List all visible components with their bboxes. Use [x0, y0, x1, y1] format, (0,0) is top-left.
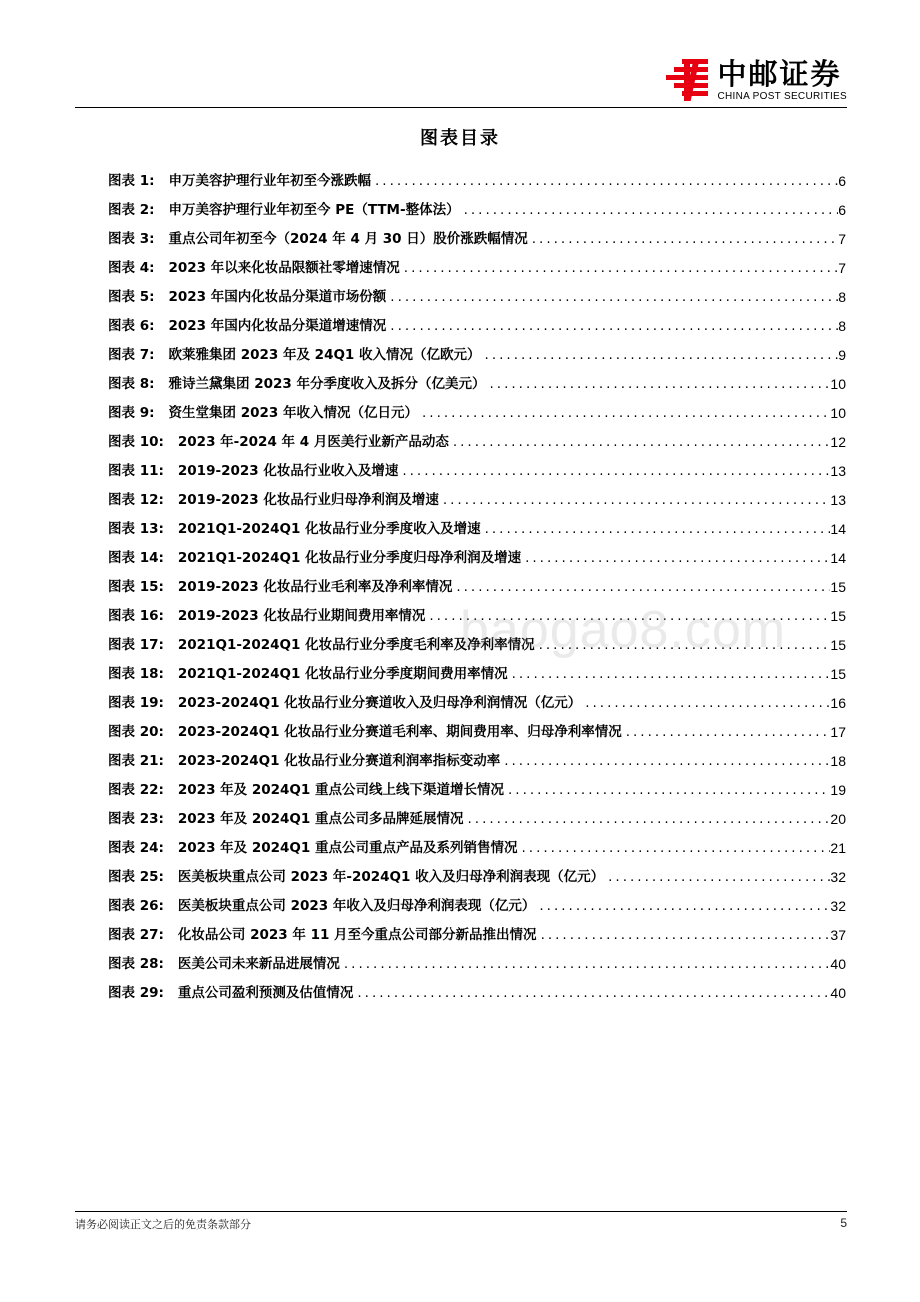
toc-dot-leader	[521, 549, 830, 567]
toc-dot-leader	[622, 723, 831, 741]
toc-entry-page: 8	[838, 289, 846, 305]
toc-entry[interactable]	[108, 281, 846, 310]
toc-entry-label: 图表 18:	[108, 666, 164, 682]
toc-entry-page: 40	[830, 985, 846, 1001]
toc-entry-label: 图表 28:	[108, 956, 164, 972]
toc-entry[interactable]	[108, 687, 846, 716]
toc-entry-page: 15	[830, 608, 846, 624]
toc-entry-page: 15	[830, 579, 846, 595]
toc-dot-leader	[485, 375, 830, 393]
toc-dot-leader	[581, 694, 830, 712]
toc-entry-title: 2023-2024Q1 化妆品行业分赛道毛利率、期间费用率、归母净利率情况	[177, 724, 622, 740]
toc-entry-page: 18	[830, 753, 846, 769]
toc-dot-leader	[537, 926, 831, 944]
toc-entry-label: 图表 19:	[108, 695, 164, 711]
toc-entry-title: 医美公司未来新品进展情况	[177, 956, 340, 972]
toc-entry-title: 2021Q1-2024Q1 化妆品行业分季度毛利率及净利率情况	[177, 637, 535, 653]
toc-entry-title: 2023-2024Q1 化妆品行业分赛道收入及归母净利润情况（亿元）	[177, 695, 582, 711]
toc-entry-page: 15	[830, 637, 846, 653]
toc-entry-label: 图表 3:	[108, 231, 155, 247]
toc-entry-title: 资生堂集团 2023 年收入情况（亿日元）	[168, 405, 418, 421]
toc-entry-page: 6	[838, 202, 846, 218]
toc-entry-page: 12	[830, 434, 846, 450]
toc-entry-title: 2019-2023 化妆品行业收入及增速	[177, 463, 399, 479]
toc-dot-leader	[481, 520, 831, 538]
watermark: baogao8.com	[460, 601, 787, 659]
toc-entry[interactable]	[108, 977, 846, 1006]
footer-disclaimer: 请务必阅读正文之后的免责条款部分	[75, 1218, 251, 1231]
toc-entry-title: 重点公司盈利预测及估值情况	[177, 985, 354, 1001]
toc-entry[interactable]	[108, 484, 846, 513]
toc-entry[interactable]	[108, 658, 846, 687]
toc-dot-leader	[340, 955, 831, 973]
footer-divider	[75, 1211, 847, 1212]
toc-entry-page: 21	[830, 840, 846, 856]
toc-entry[interactable]	[108, 861, 846, 890]
toc-entry-page: 40	[830, 956, 846, 972]
toc-entry-label: 图表 21:	[108, 753, 164, 769]
toc-dot-leader	[371, 172, 838, 190]
toc-entry[interactable]	[108, 310, 846, 339]
toc-entry-title: 2021Q1-2024Q1 化妆品行业分季度期间费用率情况	[177, 666, 508, 682]
toc-entry-page: 20	[830, 811, 846, 827]
toc-dot-leader	[386, 288, 838, 306]
toc-entry-page: 15	[830, 666, 846, 682]
toc-entry-title: 雅诗兰黛集团 2023 年分季度收入及拆分（亿美元）	[168, 376, 486, 392]
toc-entry-title: 2021Q1-2024Q1 化妆品行业分季度归母净利润及增速	[177, 550, 522, 566]
toc-entry[interactable]	[108, 397, 846, 426]
toc-entry-page: 6	[838, 173, 846, 189]
logo-english-name: CHINA POST SECURITIES	[717, 90, 847, 102]
toc-entry[interactable]	[108, 832, 846, 861]
toc-entry-label: 图表 25:	[108, 869, 164, 885]
toc-entry-page: 17	[830, 724, 846, 740]
toc-entry-page: 32	[830, 869, 846, 885]
toc-entry-label: 图表 10:	[108, 434, 164, 450]
toc-entry-label: 图表 2:	[108, 202, 155, 218]
toc-dot-leader	[500, 752, 830, 770]
toc-entry-label: 图表 23:	[108, 811, 164, 827]
toc-entry-label: 图表 6:	[108, 318, 155, 334]
toc-entry-label: 图表 5:	[108, 289, 155, 305]
page-header	[75, 50, 847, 108]
toc-entry[interactable]	[108, 513, 846, 542]
header-divider	[75, 107, 847, 108]
toc-dot-leader	[464, 810, 831, 828]
toc-entry-page: 7	[838, 231, 846, 247]
toc-entry-label: 图表 12:	[108, 492, 164, 508]
toc-entry-label: 图表 22:	[108, 782, 164, 798]
toc-entry[interactable]	[108, 223, 846, 252]
toc-entry[interactable]	[108, 948, 846, 977]
toc-entry[interactable]	[108, 426, 846, 455]
toc-entry-label: 图表 20:	[108, 724, 164, 740]
toc-entry[interactable]	[108, 368, 846, 397]
toc-entry[interactable]	[108, 339, 846, 368]
toc-entry-label: 图表 17:	[108, 637, 164, 653]
toc-entry-label: 图表 14:	[108, 550, 164, 566]
toc-entry-label: 图表 27:	[108, 927, 164, 943]
table-of-figures	[108, 165, 846, 1006]
toc-entry-page: 13	[830, 492, 846, 508]
toc-dot-leader	[460, 201, 839, 219]
toc-entry-page: 7	[838, 260, 846, 276]
toc-entry-label: 图表 29:	[108, 985, 164, 1001]
toc-entry[interactable]	[108, 194, 846, 223]
toc-entry-title: 2023 年国内化妆品分渠道市场份额	[168, 289, 387, 305]
toc-entry-title: 重点公司年初至今（2024 年 4 月 30 日）股价涨跌幅情况	[168, 231, 528, 247]
toc-entry-title: 医美板块重点公司 2023 年-2024Q1 收入及归母净利润表现（亿元）	[177, 869, 605, 885]
toc-entry-page: 32	[830, 898, 846, 914]
toc-entry[interactable]	[108, 542, 846, 571]
toc-entry-title: 医美板块重点公司 2023 年收入及归母净利润表现（亿元）	[177, 898, 536, 914]
toc-entry[interactable]	[108, 890, 846, 919]
toc-entry-title: 2021Q1-2024Q1 化妆品行业分季度收入及增速	[177, 521, 481, 537]
toc-entry[interactable]	[108, 919, 846, 948]
toc-entry-label: 图表 1:	[108, 173, 155, 189]
toc-entry[interactable]	[108, 165, 846, 194]
toc-entry-title: 2019-2023 化妆品行业归母净利润及增速	[177, 492, 439, 508]
toc-entry-label: 图表 9:	[108, 405, 155, 421]
toc-dot-leader	[386, 317, 838, 335]
toc-dot-leader	[439, 491, 831, 509]
toc-entry-label: 图表 11:	[108, 463, 164, 479]
toc-dot-leader	[504, 781, 830, 799]
toc-entry-title: 2023 年及 2024Q1 重点公司多品牌延展情况	[177, 811, 464, 827]
toc-entry-label: 图表 4:	[108, 260, 155, 276]
toc-entry-label: 图表 8:	[108, 376, 155, 392]
toc-dot-leader	[481, 346, 839, 364]
toc-dot-leader	[418, 404, 830, 422]
toc-entry-title: 2023-2024Q1 化妆品行业分赛道利润率指标变动率	[177, 753, 501, 769]
toc-entry-title: 2019-2023 化妆品行业期间费用率情况	[177, 608, 426, 624]
toc-entry-page: 19	[830, 782, 846, 798]
toc-dot-leader	[398, 462, 830, 480]
toc-entry-label: 图表 26:	[108, 898, 164, 914]
toc-dot-leader	[508, 665, 831, 683]
toc-entry-title: 2023 年以来化妆品限额社零增速情况	[168, 260, 400, 276]
toc-entry-page: 10	[830, 376, 846, 392]
toc-dot-leader	[528, 230, 838, 248]
toc-dot-leader	[400, 259, 838, 277]
toc-entry-page: 37	[830, 927, 846, 943]
toc-entry[interactable]	[108, 774, 846, 803]
toc-dot-leader	[449, 433, 831, 451]
toc-dot-leader	[353, 984, 830, 1002]
toc-entry-title: 欧莱雅集团 2023 年及 24Q1 收入情况（亿欧元）	[168, 347, 481, 363]
toc-entry[interactable]	[108, 455, 846, 484]
toc-entry-label: 图表 15:	[108, 579, 164, 595]
company-logo	[664, 56, 847, 104]
toc-entry-page: 10	[830, 405, 846, 421]
toc-entry-title: 申万美容护理行业年初至今 PE（TTM-整体法）	[168, 202, 460, 218]
toc-entry-page: 16	[830, 695, 846, 711]
toc-entry-page: 8	[838, 318, 846, 334]
china-post-logo-icon	[664, 57, 710, 103]
toc-entry-title: 2019-2023 化妆品行业毛利率及净利率情况	[177, 579, 453, 595]
toc-entry-title: 2023 年及 2024Q1 重点公司线上线下渠道增长情况	[177, 782, 505, 798]
toc-entry-label: 图表 16:	[108, 608, 164, 624]
toc-dot-leader	[604, 868, 830, 886]
page-number: 5	[840, 1216, 847, 1230]
toc-entry-title: 化妆品公司 2023 年 11 月至今重点公司部分新品推出情况	[177, 927, 537, 943]
toc-entry-label: 图表 7:	[108, 347, 155, 363]
toc-entry[interactable]	[108, 252, 846, 281]
toc-entry-page: 13	[830, 463, 846, 479]
page-title: 图表目录	[420, 128, 500, 149]
toc-dot-leader	[535, 897, 830, 915]
toc-dot-leader	[452, 578, 830, 596]
toc-entry-title: 2023 年及 2024Q1 重点公司重点产品及系列销售情况	[177, 840, 518, 856]
toc-entry-page: 9	[838, 347, 846, 363]
toc-entry-title: 2023 年国内化妆品分渠道增速情况	[168, 318, 387, 334]
toc-entry-page: 14	[830, 521, 846, 537]
toc-entry-page: 14	[830, 550, 846, 566]
toc-entry[interactable]	[108, 716, 846, 745]
toc-entry-title: 申万美容护理行业年初至今涨跌幅	[168, 173, 371, 189]
toc-dot-leader	[518, 839, 831, 857]
toc-entry-label: 图表 13:	[108, 521, 164, 537]
toc-entry[interactable]	[108, 571, 846, 600]
toc-entry-label: 图表 24:	[108, 840, 164, 856]
toc-entry-title: 2023 年-2024 年 4 月医美行业新产品动态	[177, 434, 449, 450]
logo-chinese-name: 中邮证券	[717, 56, 842, 91]
toc-entry[interactable]	[108, 803, 846, 832]
toc-entry[interactable]	[108, 745, 846, 774]
